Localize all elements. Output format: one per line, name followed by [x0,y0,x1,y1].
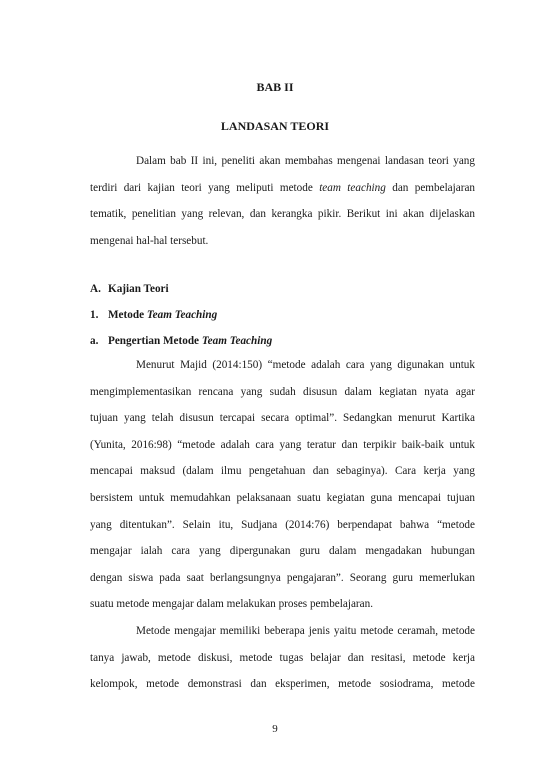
paragraph-line: mengimplementasikan rencana yang sudah disusun dalam kegiatan nyata agar [90,385,475,398]
section-heading-a: A. Kajian Teori [90,283,169,295]
intro-paragraph [90,148,475,254]
definition-paragraph [90,352,475,618]
subsection-heading-1: 1. Metode Team Teaching [90,309,218,321]
paragraph-line: (Yunita, 2016:98) “metode adalah cara yang teratur dan terpikir baik-baik untuk [90,438,475,451]
paragraph-line: bersistem untuk memudahkan pelaksanaan suatu kegiatan guna mencapai tujuan [90,491,475,504]
paragraph-line: tanya jawab, metode diskusi, metode tugas belajar dan resitasi, metode kerja [90,651,475,664]
subsection-heading-a: a. Pengertian Metode Team Teaching [90,335,273,347]
paragraph-line: tematik, penelitian yang relevan, dan kerangka pikir. Berikut ini akan dijelaskan [90,208,475,221]
paragraph-line: suatu metode mengajar dalam melakukan proses pembelajaran. [90,598,373,611]
paragraph-line: Menurut Majid (2014:150) “metode adalah cara yang digunakan untuk [136,359,475,371]
paragraph-line: terdiri dari kajian teori yang meliputi metode team teaching dan pembelajaran [90,181,476,194]
paragraph-line: Dalam bab II ini, peneliti akan membahas mengenai landasan teori yang [136,155,475,167]
page-number: 9 [272,723,278,735]
paragraph-line: tujuan yang telah disusun tercapai secara optimal”. Sedangkan menurut Kartika [90,412,475,425]
paragraph-line: Metode mengajar memiliki beberapa jenis yaitu metode ceramah, metode [136,625,475,637]
chapter-title: LANDASAN TEORI [220,119,330,133]
paragraph-line: kelompok, metode demonstrasi dan eksperimen, metode sosiodrama, metode [90,678,475,691]
paragraph-line: dengan siswa pada saat berlangsungnya pengajaran”. Seorang guru memerlukan [90,571,475,584]
chapter-label: BAB II [256,80,294,94]
paragraph-line: mengajar ialah cara yang dipergunakan guru dalam mengadakan hubungan [90,545,475,558]
paragraph-line: mencapai maksud (dalam ilmu pengetahuan dan sebaginya). Cara kerja yang [90,465,475,478]
paragraph-line: mengenai hal-hal tersebut. [90,234,209,247]
paragraph-line: yang ditentukan”. Selain itu, Sudjana (2014:76) berpendapat bahwa “metode [90,518,475,531]
methods-paragraph [90,618,475,698]
